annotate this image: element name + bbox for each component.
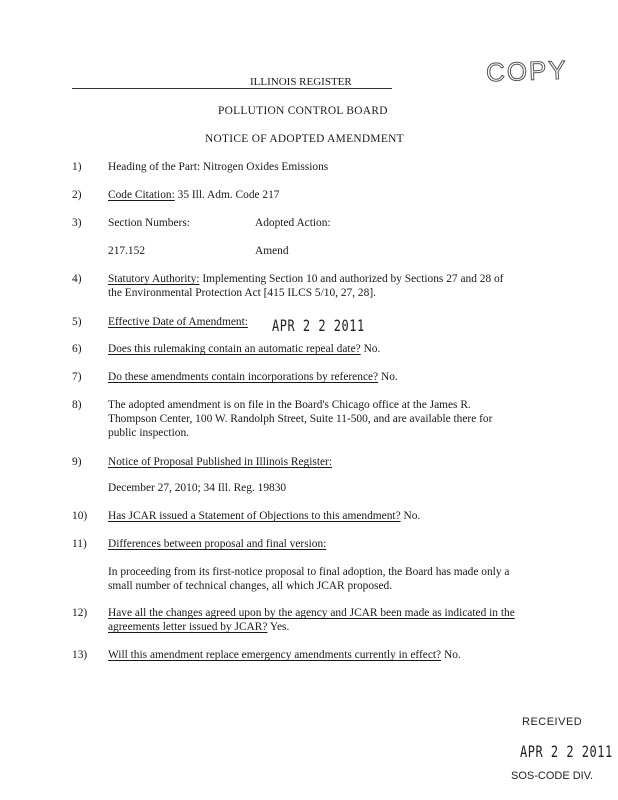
on-file-line2: Thompson Center, 100 W. Randolph Street, Suite 11-500, and are available there for (108, 413, 493, 425)
statutory-authority-line2: the Environmental Protection Act [415 ILCS 5/10, 27, 28]. (108, 287, 376, 299)
notice-title: NOTICE OF ADOPTED AMENDMENT (205, 133, 404, 145)
item-number: 1) (72, 161, 82, 173)
item-number: 3) (72, 217, 82, 229)
changes-agreed-line2 (108, 620, 289, 634)
item-label: Will this amendment replace emergency amendments currently in effect? (108, 649, 442, 661)
item-number: 8) (72, 399, 82, 411)
item-label: Statutory Authority: (108, 273, 200, 285)
effective-date-label: Effective Date of Amendment: (108, 316, 248, 328)
item-number: 4) (72, 273, 82, 285)
section-number-cell: 217.152 (108, 245, 146, 257)
item-text: Implementing Section 10 and authorized by Sections 27 and 28 of (202, 273, 504, 285)
item-number: 7) (72, 371, 82, 383)
item-number: 9) (72, 456, 82, 468)
item-value: Yes. (269, 621, 290, 633)
item-number: 12) (72, 607, 88, 619)
received-stamp-label: RECEIVED (522, 716, 583, 728)
statutory-authority-line1 (108, 272, 503, 286)
item-value: No. (363, 343, 381, 355)
on-file-line1: The adopted amendment is on file in the Board's Chicago office at the James R. (108, 399, 471, 411)
item-label: Do these amendments contain incorporations by reference? (108, 371, 379, 383)
item-value: No. (443, 649, 461, 661)
item-label: agreements letter issued by JCAR? (108, 621, 268, 633)
notice-of-proposal-value: December 27, 2010; 34 Ill. Reg. 19830 (108, 482, 287, 494)
item-label: Heading of the Part: (108, 161, 201, 173)
item-value: No. (403, 510, 421, 522)
on-file-line3: public inspection. (108, 427, 189, 439)
adopted-action-header: Adopted Action: (255, 217, 331, 229)
item-label: Code Citation: (108, 189, 175, 201)
incorporations-question (108, 370, 398, 384)
item-value: Nitrogen Oxides Emissions (202, 161, 329, 173)
changes-agreed-line1: Have all the changes agreed upon by the agency and JCAR been made as indicated in the (108, 607, 515, 619)
item-label: Does this rulemaking contain an automatic repeal date? (108, 343, 361, 355)
section-numbers-header: Section Numbers: (108, 217, 190, 229)
jcar-objections-question (108, 509, 420, 523)
register-title: ILLINOIS REGISTER (250, 76, 352, 88)
item-number: 5) (72, 316, 82, 328)
differences-label: Differences between proposal and final version: (108, 538, 327, 550)
repeal-date-question (108, 342, 380, 356)
item-value: No. (380, 371, 398, 383)
notice-of-proposal-label: Notice of Proposal Published in Illinois Register: (108, 456, 332, 468)
item-code-citation (108, 188, 280, 202)
copy-stamp: COPY (485, 54, 569, 88)
item-number: 11) (72, 538, 87, 550)
received-stamp-date: APR 2 2 2011 (520, 742, 613, 761)
differences-line1: In proceeding from its first-notice proposal to final adoption, the Board has made only a (108, 566, 510, 578)
item-number: 13) (72, 649, 88, 661)
board-title: POLLUTION CONTROL BOARD (218, 105, 388, 117)
emergency-amendments-question (108, 648, 461, 662)
item-heading (108, 160, 328, 174)
item-value: 35 Ill. Adm. Code 217 (177, 189, 280, 201)
differences-line2: small number of technical changes, all which JCAR proposed. (108, 580, 393, 592)
item-number: 10) (72, 510, 88, 522)
adopted-action-cell: Amend (255, 245, 289, 257)
item-label: Has JCAR issued a Statement of Objections to this amendment? (108, 510, 401, 522)
effective-date-stamp: APR 2 2 2011 (272, 316, 365, 335)
received-stamp-office: SOS-CODE DIV. (511, 770, 594, 782)
item-number: 6) (72, 343, 82, 355)
item-number: 2) (72, 189, 82, 201)
